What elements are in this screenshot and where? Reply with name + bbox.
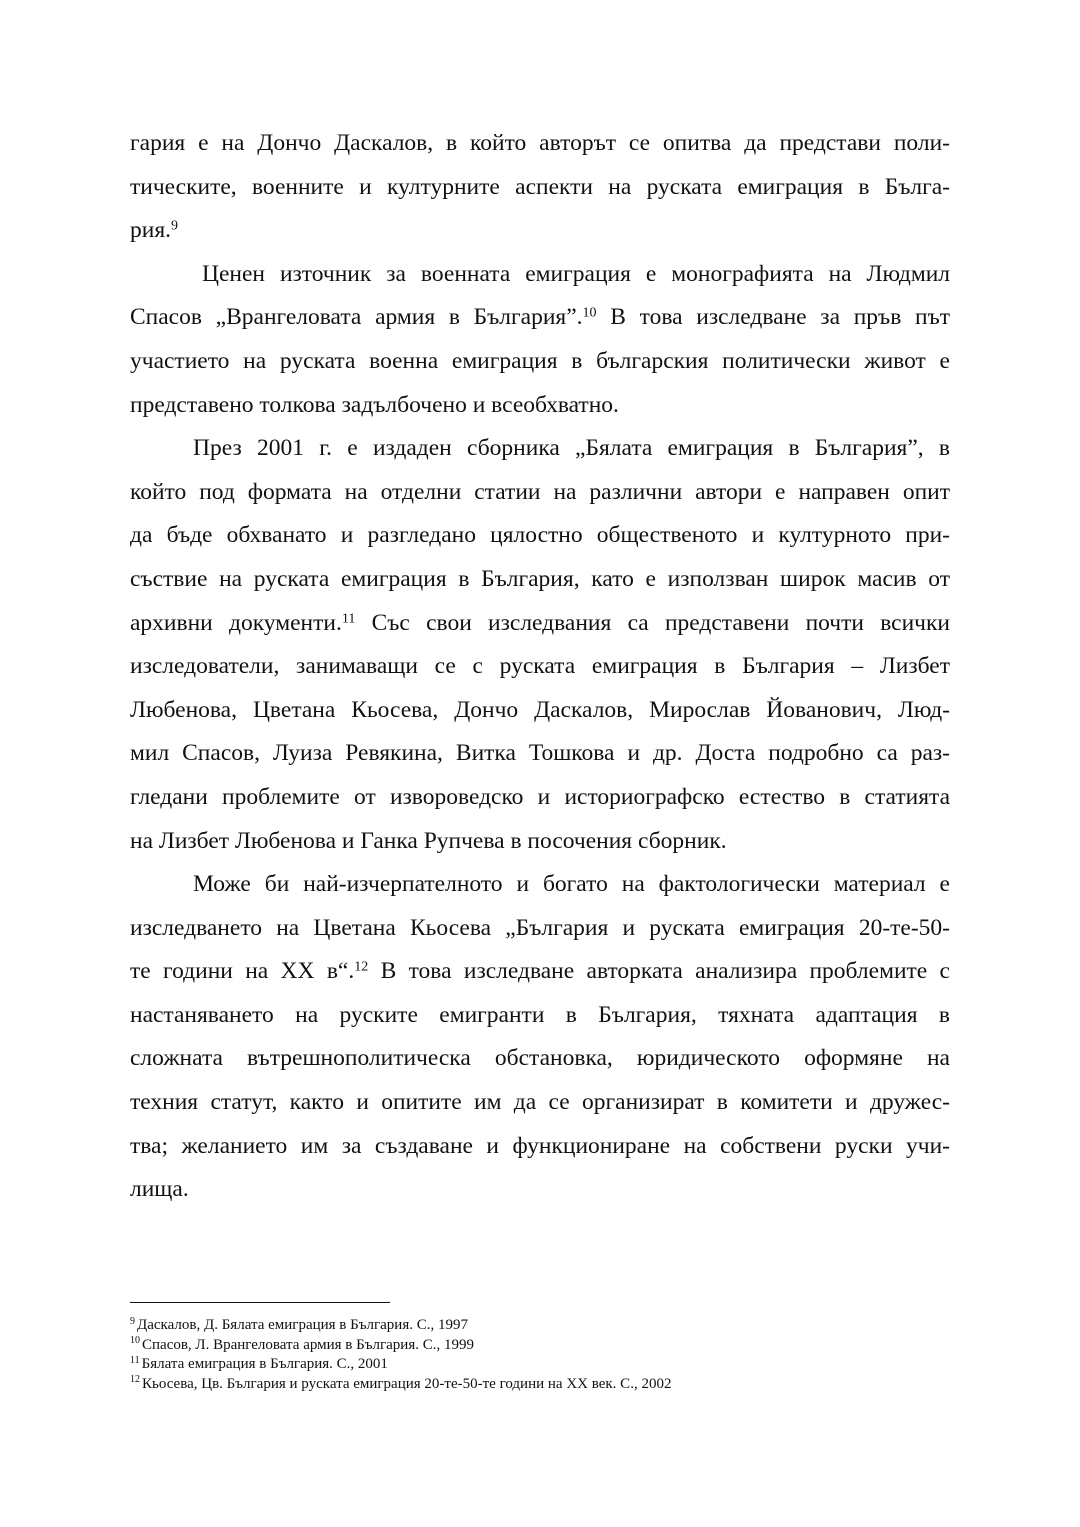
paragraph-3-line-5b: Със свои изследвания са представени почти всички [355,609,950,636]
footnote-text: Даскалов, Д. Бялата емиграция в България. С., 1997 [137,1317,468,1333]
footnote-separator [130,1302,390,1303]
paragraph-1-line-3 [130,209,950,253]
paragraph-3-line-10: на Лизбет Любенова и Ганка Рупчева в посочения сборник. [130,827,727,854]
footnote-ref-12[interactable]: 12 [354,959,369,975]
paragraph-3-line-7: Любенова, Цветана Кьосева, Дончо Даскалов, Мирослав Йованович, Люд- [130,696,950,723]
footnotes [130,1316,950,1394]
paragraph-3-line-6: изследователи, занимаващи се с руската емиграция в България – Лизбет [130,653,950,680]
paragraph-3-line-1: През 2001 г. е издаден сборника „Бялата емиграция в България”, в [193,435,950,462]
paragraph-4-line-8: лища. [130,1176,189,1203]
paragraph-4-line-3b: В това изследване авторката анализира проблемите с [368,958,950,985]
paragraph-3-line-2: който под формата на отделни статии на различни автори е направен опит [130,478,950,505]
footnote-ref-10[interactable]: 10 [582,305,597,321]
paragraph-3-line-5 [130,602,950,646]
paragraph-4-line-3a: те години на ХХ в“. [130,958,355,985]
paragraph-4-line-6: техния статут, както и опитите им да се организират в комитети и дружес- [130,1089,950,1116]
footnote-text: Кьосева, Цв. България и руската емиграция 20-те-50-те години на ХХ век. С., 2002 [142,1375,672,1392]
paragraph-4-line-7: тва; желанието им за създаване и функциониране на собствени руски учи- [130,1132,950,1159]
paragraph-2-line-2 [130,296,950,340]
footnote-10 [130,1336,950,1356]
footnote-11 [130,1355,950,1375]
paragraph-3-line-4: съствие на руската емиграция в България, като е използван широк масив от [130,565,950,592]
paragraph-3-line-3: да бъде обхванато и разгледано цялостно общественото и културното при- [130,522,950,549]
footnote-ref-9[interactable]: 9 [171,218,179,234]
footnote-ref-11[interactable]: 11 [341,610,356,626]
footnote-9 [130,1316,950,1336]
paragraph-3-line-9: гледани проблемите от извороведско и историографско естество в статията [130,783,950,810]
footnote-number: 11 [130,1354,140,1366]
paragraph-2-line-3: участието на руската военна емиграция в българския политически живот е [130,347,950,374]
paragraph-4-line-1: Може би най-изчерпателното и богато на фактологически материал е [193,871,950,898]
footnote-number: 12 [130,1374,140,1385]
paragraph-3-line-8: мил Спасов, Луиза Ревякина, Витка Тошкова и др. Доста подробно са раз- [130,740,950,767]
paragraph-4-line-4: настаняването на руските емигранти в България, тяхната адаптация в [130,1001,950,1028]
footnote-text: Спасов, Л. Врангеловата армия в България. С., 1999 [142,1336,474,1353]
paragraph-2-line-1: Ценен източник за военната емиграция е монографията на Людмил [202,260,950,287]
paragraph-1-line-3-text: рия. [130,217,172,244]
footnote-number: 9 [130,1315,135,1327]
paragraph-3-line-5a: архивни документи. [130,609,342,636]
paragraph-4-line-5: сложната вътрешнополитическа обстановка, юридическото оформяне на [130,1045,950,1072]
footnote-12 [130,1375,950,1395]
footnote-text: Бялата емиграция в България. С., 2001 [141,1356,388,1372]
paragraph-2-line-4: представено толкова задълбочено и всеобхватно. [130,391,619,418]
paragraph-2-line-2a: Спасов „Врангеловата армия в България”. [130,304,583,331]
paragraph-2-line-2b: В това изследване за пръв път [596,304,950,331]
footnote-number: 10 [130,1335,140,1346]
body-text [130,122,950,1212]
paragraph-1-line-2: тическите, военните и културните аспекти на руската емиграция в Бълга- [130,173,950,200]
paragraph-4-line-2: изследването на Цветана Кьосева „България и руската емиграция 20-те-50- [130,914,950,941]
paragraph-1-line-1: гария е на Дончо Даскалов, в който авторът се опитва да представи поли- [130,130,950,156]
paragraph-4-line-3 [130,950,950,994]
